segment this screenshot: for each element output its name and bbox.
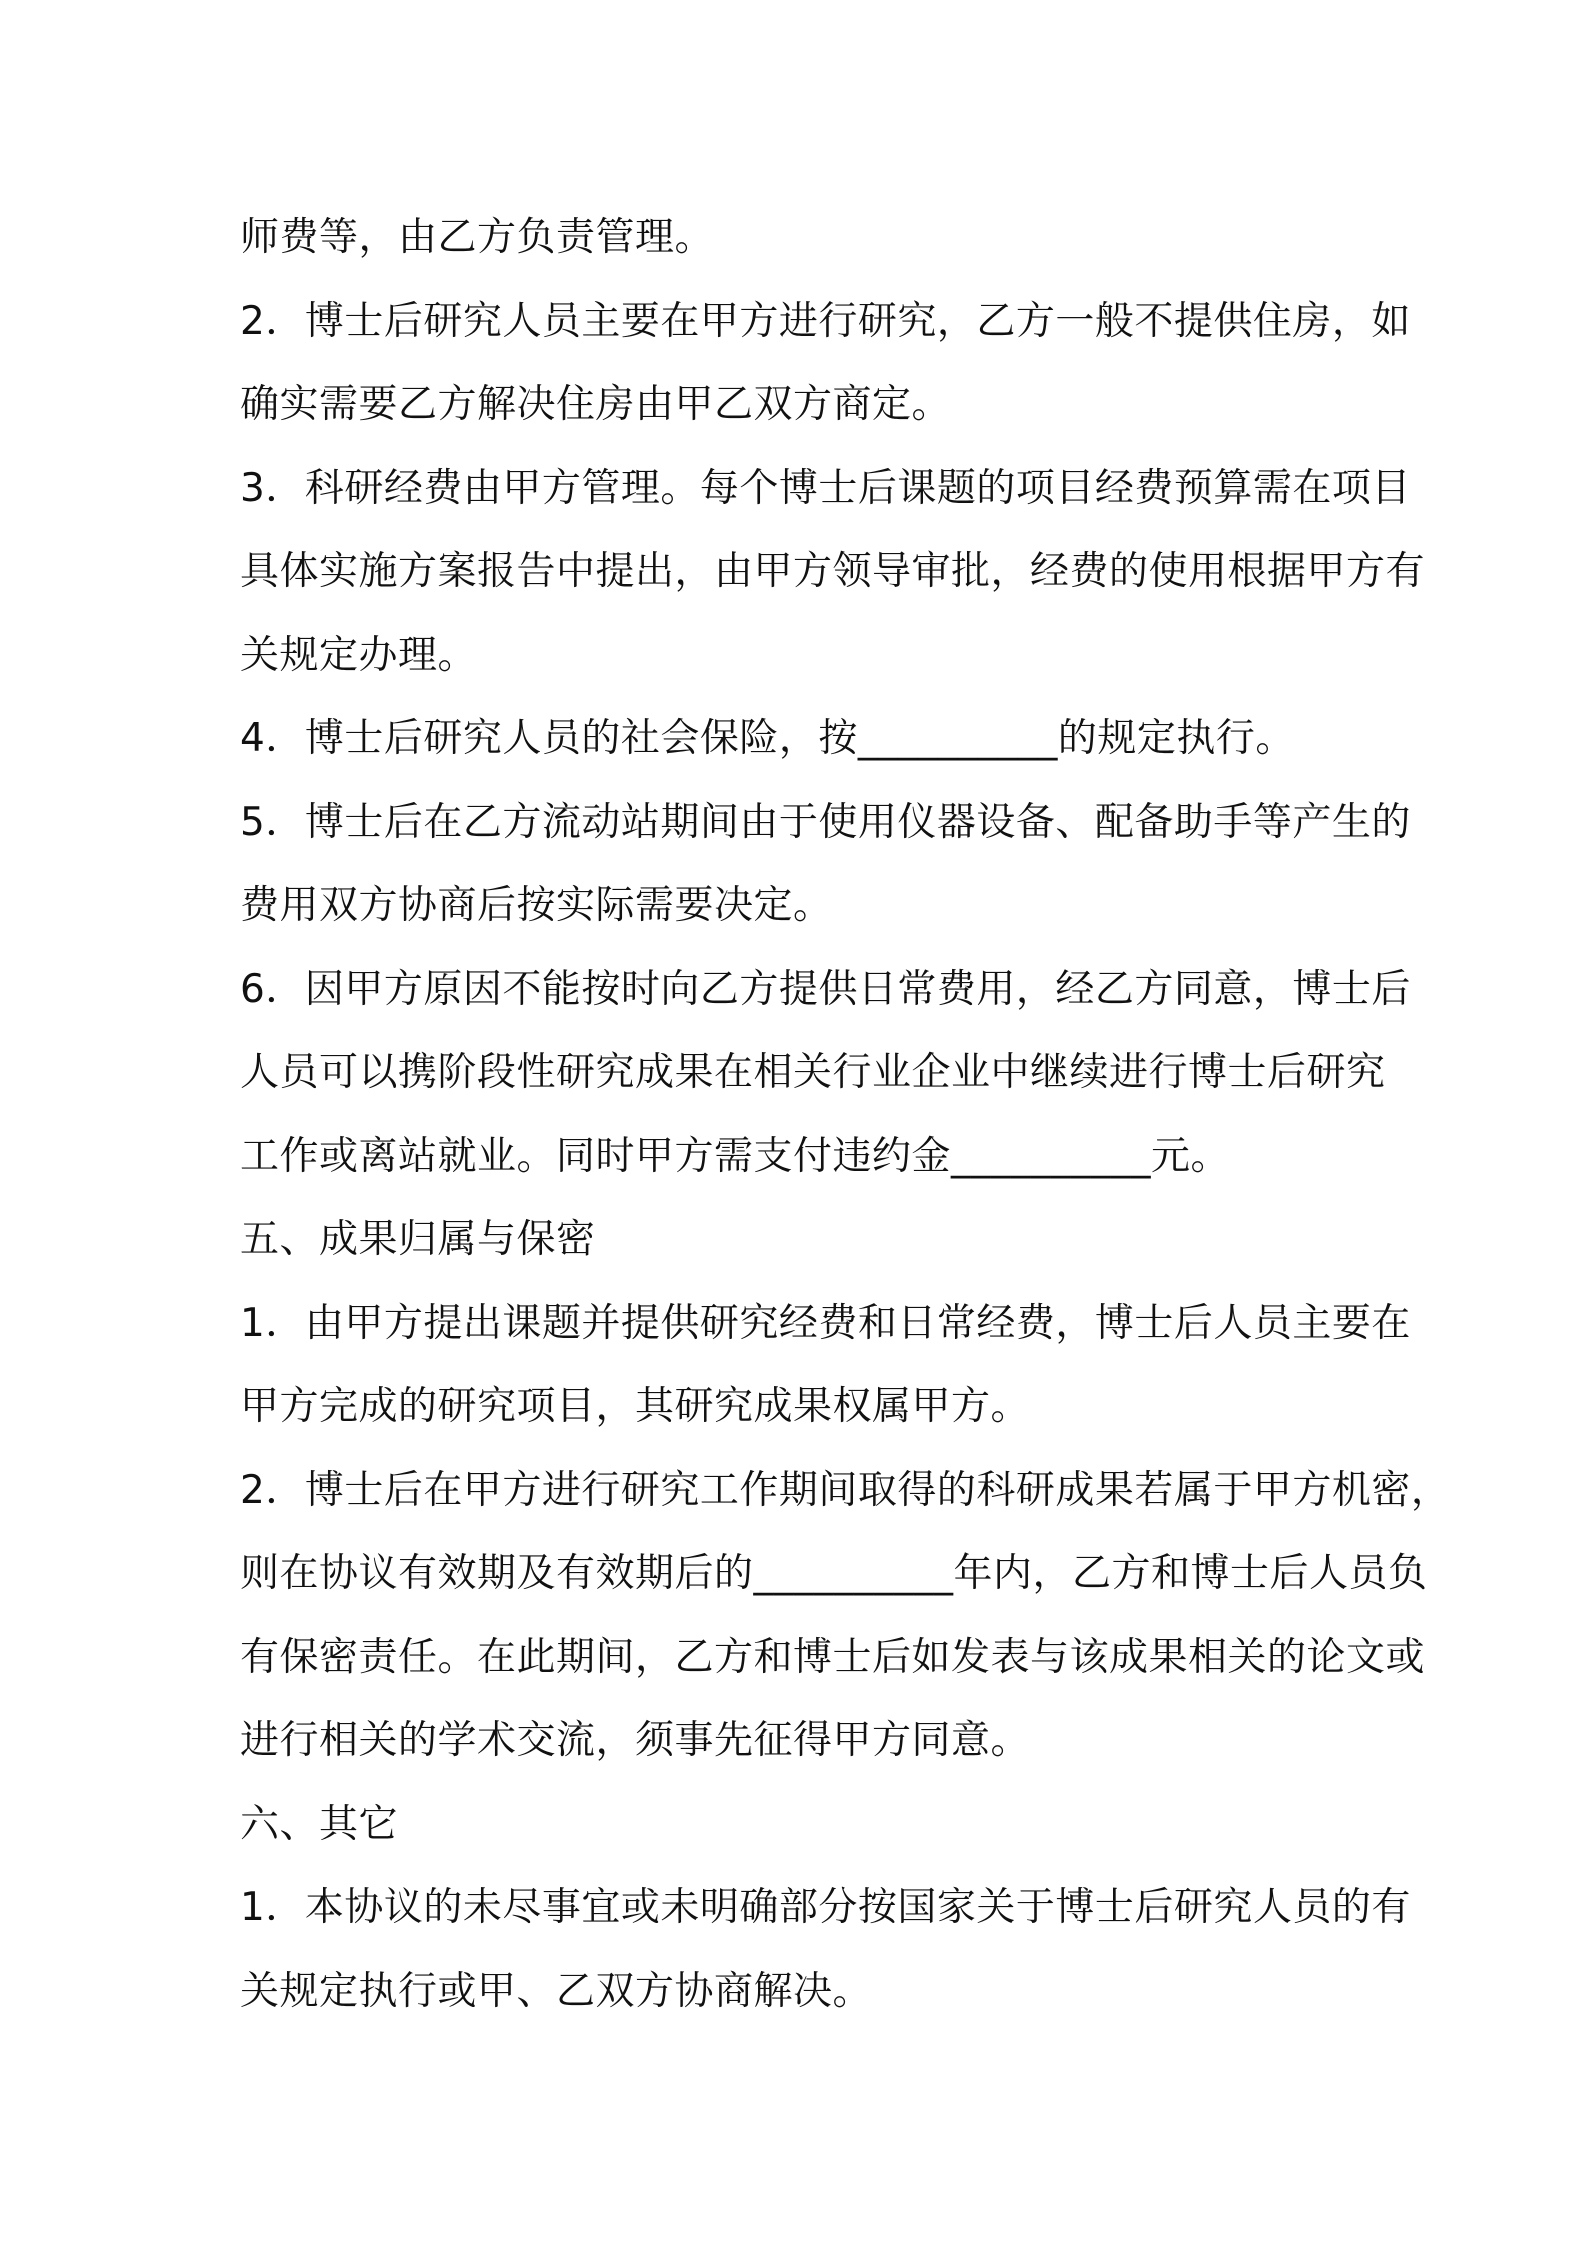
text-line: 关规定执行或甲、乙双方协商解决。 (240, 1968, 873, 2014)
text-line: 1．由甲方提出课题并提供研究经费和日常经费，博士后人员主要在 (240, 1300, 1411, 1346)
text-line: 工作或离站就业。同时甲方需支付违约金__________元。 (240, 1133, 1231, 1179)
text-line: 费用双方协商后按实际需要决定。 (240, 883, 833, 928)
text-line: 进行相关的学术交流，须事先征得甲方同意。 (240, 1718, 1031, 1763)
text-line: 4．博士后研究人员的社会保险，按__________的规定执行。 (240, 716, 1295, 761)
text-line: 人员可以携阶段性研究成果在相关行业企业中继续进行博士后研究 (240, 1050, 1386, 1095)
text-line: 3．科研经费由甲方管理。每个博士后课题的项目经费预算需在项目 (240, 465, 1411, 511)
text-line: 6．因甲方原因不能按时向乙方提供日常费用，经乙方同意，博士后 (240, 966, 1411, 1012)
document-body (240, 196, 1451, 2033)
text-line: 关规定办理。 (240, 632, 478, 678)
text-line: 有保密责任。在此期间，乙方和博士后如发表与该成果相关的论文或 (240, 1634, 1426, 1680)
text-line: 师费等，由乙方负责管理。 (240, 215, 715, 260)
text-line: 甲方完成的研究项目，其研究成果权属甲方。 (240, 1384, 1031, 1429)
section-heading: 五、成果归属与保密 (240, 1217, 596, 1262)
text-line: 则在协议有效期及有效期后的__________年内，乙方和博士后人员负 (240, 1551, 1428, 1596)
text-line: 5．博士后在乙方流动站期间由于使用仪器设备、配备助手等产生的 (240, 799, 1411, 845)
text-line: 确实需要乙方解决住房由甲乙双方商定。 (240, 382, 952, 427)
text-line: 2．博士后在甲方进行研究工作期间取得的科研成果若属于甲方机密， (240, 1467, 1451, 1513)
text-line: 1．本协议的未尽事宜或未明确部分按国家关于博士后研究人员的有 (240, 1885, 1411, 1930)
text-line: 具体实施方案报告中提出，由甲方领导审批，经费的使用根据甲方有 (240, 549, 1426, 594)
text-line: 2．博士后研究人员主要在甲方进行研究，乙方一般不提供住房，如 (240, 298, 1411, 344)
section-heading: 六、其它 (240, 1801, 399, 1847)
